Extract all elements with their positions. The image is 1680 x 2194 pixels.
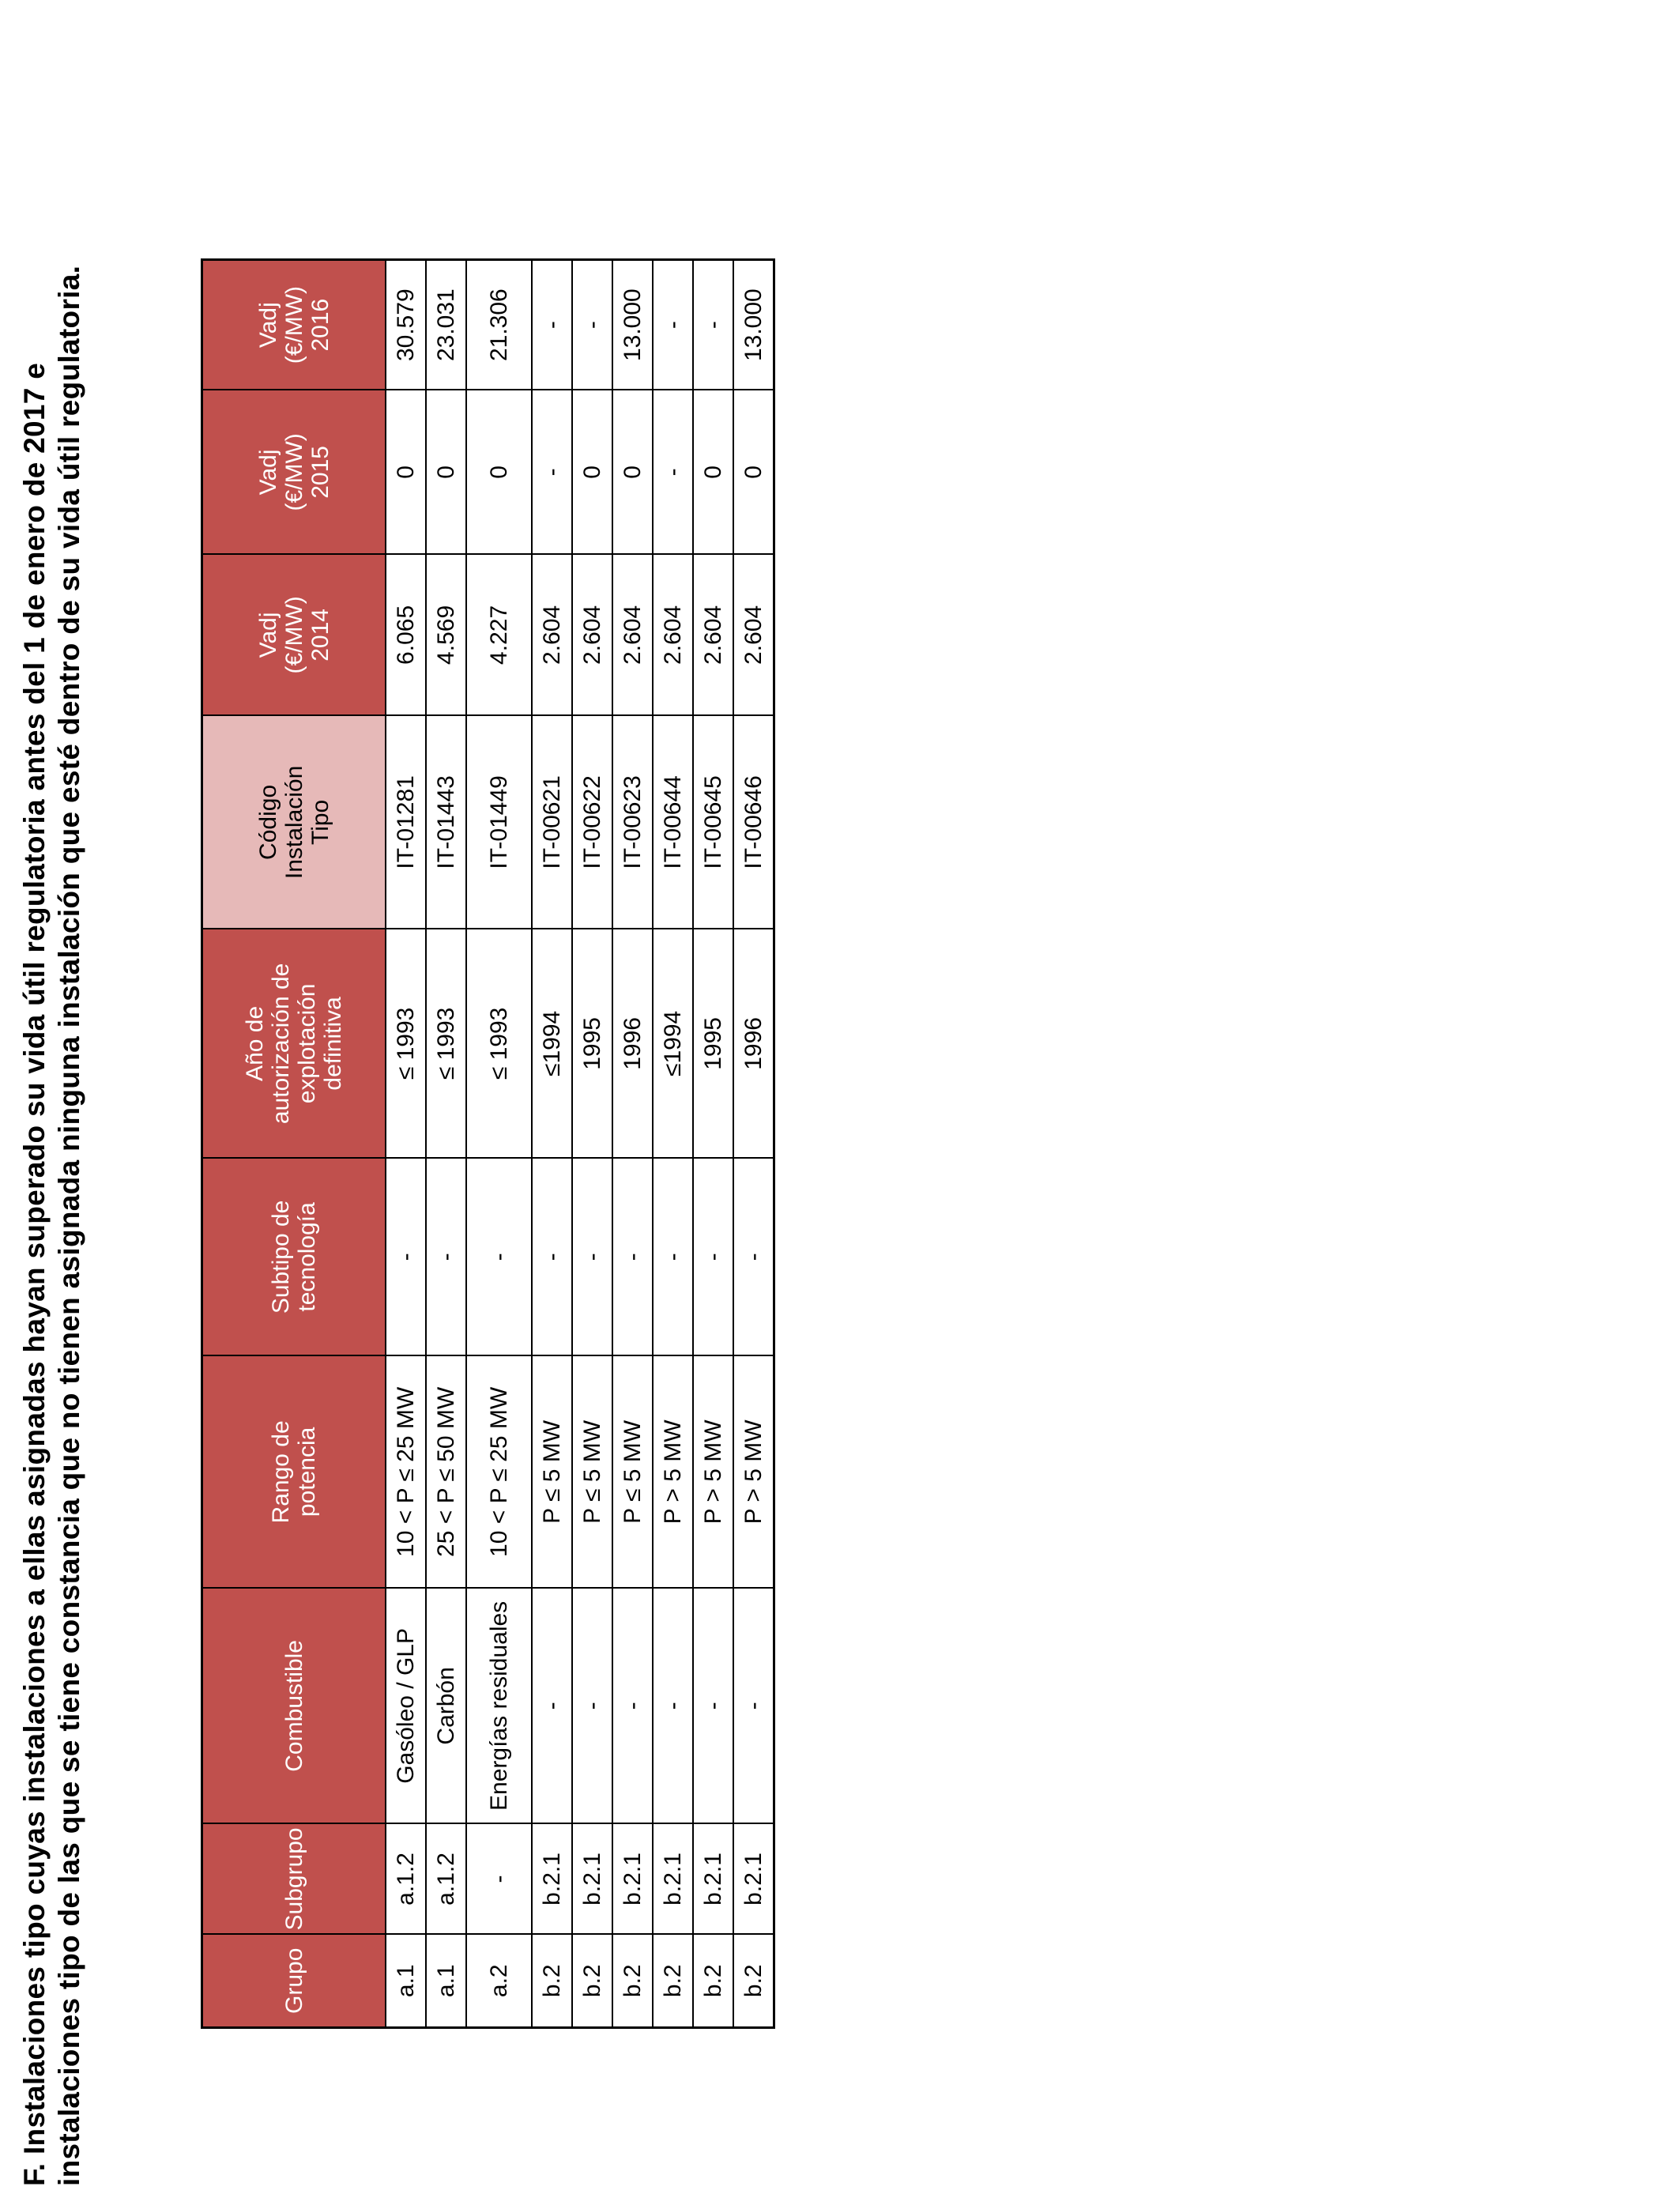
cell-combustible: - bbox=[653, 1588, 693, 1823]
header-vadj-2014: Vadj (€/MW) 2014 bbox=[202, 554, 386, 715]
cell-vadj-2014: 2.604 bbox=[572, 554, 612, 715]
cell-vadj-2015: - bbox=[532, 390, 572, 554]
header-grupo: Grupo bbox=[202, 1935, 386, 2028]
cell-anio-autorizacion: ≤1994 bbox=[532, 929, 572, 1158]
cell-codigo-instalacion-tipo: IT-00645 bbox=[693, 715, 733, 929]
cell-codigo-instalacion-tipo: IT-00623 bbox=[612, 715, 653, 929]
cell-rango-potencia: P ≤ 5 MW bbox=[612, 1355, 653, 1588]
cell-anio-autorizacion: 1996 bbox=[733, 929, 774, 1158]
table-row bbox=[693, 259, 733, 2027]
table-row bbox=[733, 259, 774, 2027]
cell-anio-autorizacion: 1996 bbox=[612, 929, 653, 1158]
cell-vadj-2016: 13.000 bbox=[733, 259, 774, 390]
cell-vadj-2016: - bbox=[572, 259, 612, 390]
cell-subtipo-tecnologia: - bbox=[466, 1158, 532, 1355]
heading-line-1: F. Instalaciones tipo cuyas instalaciones a ellas asignadas hayan superado su vida útil regulatoria antes del 1 de enero de 2017 e bbox=[18, 362, 51, 2186]
cell-vadj-2014: 2.604 bbox=[653, 554, 693, 715]
header-vadj-2015: Vadj (€/MW) 2015 bbox=[202, 390, 386, 554]
cell-grupo: b.2 bbox=[612, 1935, 653, 2028]
cell-anio-autorizacion: 1995 bbox=[572, 929, 612, 1158]
cell-rango-potencia: P ≤ 5 MW bbox=[572, 1355, 612, 1588]
cell-grupo: b.2 bbox=[693, 1935, 733, 2028]
table-row bbox=[426, 259, 466, 2027]
header-combustible: Combustible bbox=[202, 1588, 386, 1823]
cell-vadj-2014: 2.604 bbox=[733, 554, 774, 715]
table-row bbox=[466, 259, 532, 2027]
cell-subtipo-tecnologia: - bbox=[572, 1158, 612, 1355]
table-row bbox=[532, 259, 572, 2027]
cell-codigo-instalacion-tipo: IT-00621 bbox=[532, 715, 572, 929]
cell-vadj-2014: 6.065 bbox=[386, 554, 426, 715]
cell-grupo: a.1 bbox=[426, 1935, 466, 2028]
cell-combustible: - bbox=[693, 1588, 733, 1823]
cell-grupo: a.1 bbox=[386, 1935, 426, 2028]
cell-subgrupo: b.2.1 bbox=[572, 1823, 612, 1934]
cell-subgrupo: - bbox=[466, 1823, 532, 1934]
header-vadj-2016: Vadj (€/MW) 2016 bbox=[202, 259, 386, 390]
cell-subtipo-tecnologia: - bbox=[532, 1158, 572, 1355]
cell-vadj-2014: 2.604 bbox=[612, 554, 653, 715]
cell-codigo-instalacion-tipo: IT-01443 bbox=[426, 715, 466, 929]
cell-subtipo-tecnologia: - bbox=[733, 1158, 774, 1355]
cell-vadj-2014: 4.569 bbox=[426, 554, 466, 715]
cell-codigo-instalacion-tipo: IT-00622 bbox=[572, 715, 612, 929]
table-row bbox=[386, 259, 426, 2027]
header-subtipo-tecnologia: Subtipo de tecnología bbox=[202, 1158, 386, 1355]
cell-vadj-2015: 0 bbox=[612, 390, 653, 554]
cell-combustible: - bbox=[733, 1588, 774, 1823]
cell-vadj-2015: - bbox=[653, 390, 693, 554]
cell-vadj-2016: - bbox=[653, 259, 693, 390]
cell-vadj-2015: 0 bbox=[386, 390, 426, 554]
header-rango-potencia: Rango de potencia bbox=[202, 1355, 386, 1588]
cell-rango-potencia: P > 5 MW bbox=[693, 1355, 733, 1588]
table-header-row bbox=[202, 259, 386, 2027]
cell-vadj-2015: 0 bbox=[733, 390, 774, 554]
table-row bbox=[612, 259, 653, 2027]
cell-vadj-2016: - bbox=[532, 259, 572, 390]
cell-anio-autorizacion: 1995 bbox=[693, 929, 733, 1158]
cell-anio-autorizacion: ≤ 1993 bbox=[466, 929, 532, 1158]
cell-rango-potencia: 25 < P ≤ 50 MW bbox=[426, 1355, 466, 1588]
installations-table bbox=[201, 258, 775, 2029]
section-heading bbox=[17, 5, 87, 2186]
cell-subgrupo: a.1.2 bbox=[386, 1823, 426, 1934]
cell-vadj-2016: - bbox=[693, 259, 733, 390]
cell-rango-potencia: P > 5 MW bbox=[653, 1355, 693, 1588]
cell-combustible: Gasóleo / GLP bbox=[386, 1588, 426, 1823]
cell-grupo: b.2 bbox=[733, 1935, 774, 2028]
cell-vadj-2016: 23.031 bbox=[426, 259, 466, 390]
header-anio-autorizacion: Año de autorización de explotación definitiva bbox=[202, 929, 386, 1158]
cell-subgrupo: a.1.2 bbox=[426, 1823, 466, 1934]
cell-subtipo-tecnologia: - bbox=[426, 1158, 466, 1355]
cell-subgrupo: b.2.1 bbox=[532, 1823, 572, 1934]
cell-anio-autorizacion: ≤ 1993 bbox=[386, 929, 426, 1158]
cell-vadj-2015: 0 bbox=[466, 390, 532, 554]
cell-vadj-2015: 0 bbox=[426, 390, 466, 554]
table-row bbox=[653, 259, 693, 2027]
cell-subtipo-tecnologia: - bbox=[386, 1158, 426, 1355]
cell-vadj-2016: 30.579 bbox=[386, 259, 426, 390]
cell-subgrupo: b.2.1 bbox=[612, 1823, 653, 1934]
cell-vadj-2016: 21.306 bbox=[466, 259, 532, 390]
cell-codigo-instalacion-tipo: IT-00644 bbox=[653, 715, 693, 929]
cell-grupo: b.2 bbox=[653, 1935, 693, 2028]
heading-line-2: instalaciones tipo de las que se tiene constancia que no tienen asignada ninguna instalación que esté dentro de su vida útil regulatoria. bbox=[53, 265, 85, 2186]
header-codigo-instalacion-tipo: Código Instalación Tipo bbox=[202, 715, 386, 929]
cell-codigo-instalacion-tipo: IT-01281 bbox=[386, 715, 426, 929]
cell-anio-autorizacion: ≤1994 bbox=[653, 929, 693, 1158]
cell-grupo: b.2 bbox=[572, 1935, 612, 2028]
cell-combustible: - bbox=[572, 1588, 612, 1823]
cell-codigo-instalacion-tipo: IT-00646 bbox=[733, 715, 774, 929]
cell-rango-potencia: P ≤ 5 MW bbox=[532, 1355, 572, 1588]
cell-vadj-2014: 2.604 bbox=[532, 554, 572, 715]
cell-anio-autorizacion: ≤ 1993 bbox=[426, 929, 466, 1158]
cell-vadj-2015: 0 bbox=[572, 390, 612, 554]
cell-subgrupo: b.2.1 bbox=[653, 1823, 693, 1934]
cell-vadj-2014: 4.227 bbox=[466, 554, 532, 715]
cell-subgrupo: b.2.1 bbox=[693, 1823, 733, 1934]
cell-subgrupo: b.2.1 bbox=[733, 1823, 774, 1934]
header-subgrupo: Subgrupo bbox=[202, 1823, 386, 1934]
cell-subtipo-tecnologia: - bbox=[653, 1158, 693, 1355]
table-row bbox=[572, 259, 612, 2027]
cell-codigo-instalacion-tipo: IT-01449 bbox=[466, 715, 532, 929]
cell-vadj-2016: 13.000 bbox=[612, 259, 653, 390]
cell-vadj-2014: 2.604 bbox=[693, 554, 733, 715]
cell-subtipo-tecnologia: - bbox=[612, 1158, 653, 1355]
cell-rango-potencia: P > 5 MW bbox=[733, 1355, 774, 1588]
cell-rango-potencia: 10 < P ≤ 25 MW bbox=[466, 1355, 532, 1588]
cell-combustible: Energías residuales bbox=[466, 1588, 532, 1823]
cell-rango-potencia: 10 < P ≤ 25 MW bbox=[386, 1355, 426, 1588]
cell-combustible: - bbox=[532, 1588, 572, 1823]
cell-grupo: a.2 bbox=[466, 1935, 532, 2028]
cell-combustible: - bbox=[612, 1588, 653, 1823]
cell-combustible: Carbón bbox=[426, 1588, 466, 1823]
cell-subtipo-tecnologia: - bbox=[693, 1158, 733, 1355]
cell-vadj-2015: 0 bbox=[693, 390, 733, 554]
cell-grupo: b.2 bbox=[532, 1935, 572, 2028]
